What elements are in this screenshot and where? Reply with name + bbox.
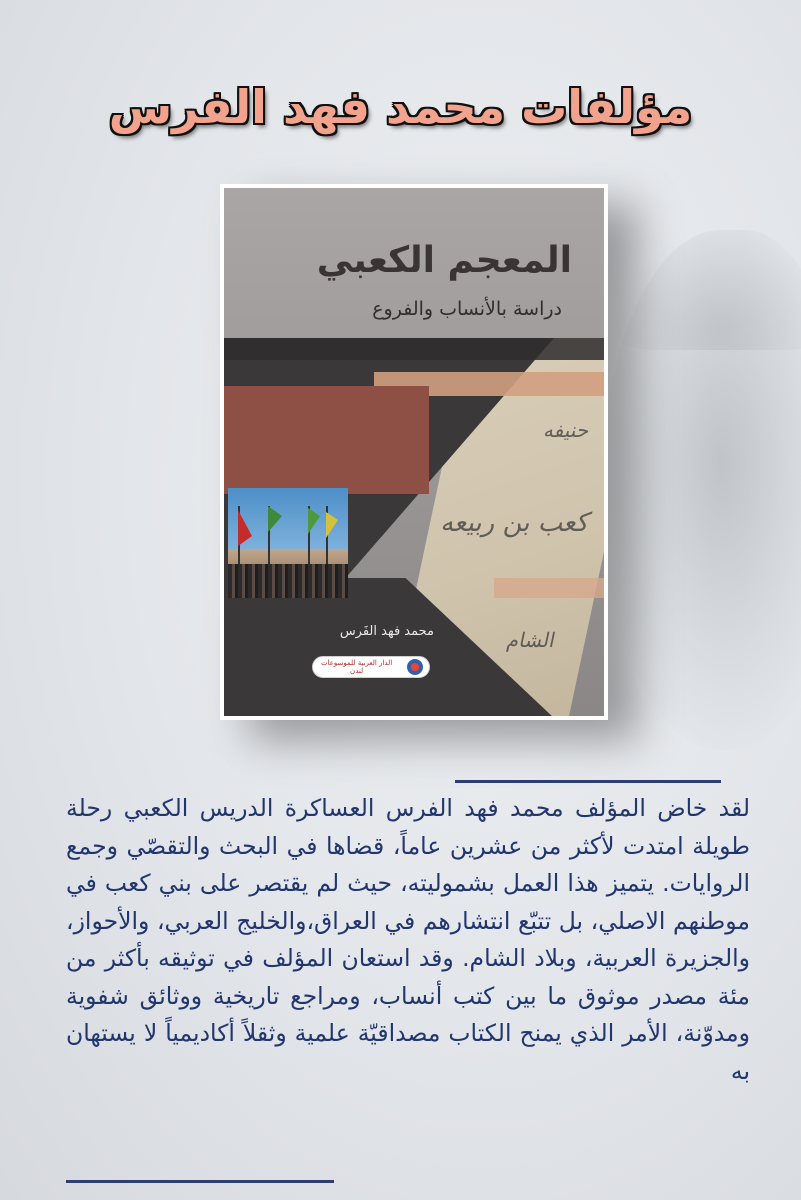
book-description: لقد خاض المؤلف محمد فهد الفرس العساكرة الدريس الكعبي رحلة طويلة امتدت لأكثر من عشرين عاماً، قضاها في البحث والتقصّي وجمع الروايات. يتميز هذا العمل بشموليته، حيث لم يقتصر على بني كعب في موطنهم الاصلي، بل تتبّع انتشارهم في العراق،والخليج العربي، والأحواز، والجزيرة العربية، وبلاد الشام. وقد استعان المؤلف في توثيقه بأكثر من مئة مصدر موثوق ما بين كتب أنساب، ومراجع تاريخية ووثائق شفوية ومدوّنة، الأمر الذي يمنح الكتاب مصداقيّة علمية وثقلاً أكاديمياً لا يستهان به bbox=[66, 794, 750, 1085]
cover-band-dark bbox=[224, 338, 604, 360]
publisher-badge bbox=[312, 656, 430, 678]
publisher-line2: لندن bbox=[350, 667, 364, 675]
divider-rule-bottom bbox=[66, 1180, 334, 1183]
handwriting-decoration: الشام bbox=[504, 628, 558, 652]
handwriting-decoration: حنيفه bbox=[541, 418, 593, 442]
yellow-flag-icon bbox=[326, 512, 338, 538]
divider-rule-top bbox=[455, 780, 721, 783]
publisher-name bbox=[321, 659, 392, 675]
book-author: محمد فهد الفَرس bbox=[339, 624, 434, 639]
book-title: المعجم الكعبي bbox=[316, 240, 572, 281]
page-title: مؤلفات محمد فهد الفرس bbox=[108, 80, 693, 134]
green-flag-icon bbox=[308, 508, 320, 534]
handwriting-decoration: كعب بن ربيعه bbox=[438, 508, 594, 538]
crowd-photo bbox=[228, 488, 348, 598]
green-flag-icon bbox=[268, 506, 282, 532]
cover-band-rust bbox=[224, 386, 429, 494]
book-cover bbox=[224, 188, 604, 716]
red-flag-icon bbox=[238, 510, 252, 546]
book-cover-frame bbox=[220, 184, 608, 720]
cover-band-salmon-lower bbox=[494, 578, 604, 598]
book-subtitle: دراسة بالأنساب والفروع bbox=[372, 298, 562, 320]
crowd bbox=[228, 564, 348, 598]
publisher-line1: الدار العربية للموسوعات bbox=[321, 659, 393, 667]
publisher-logo-icon bbox=[407, 659, 423, 675]
